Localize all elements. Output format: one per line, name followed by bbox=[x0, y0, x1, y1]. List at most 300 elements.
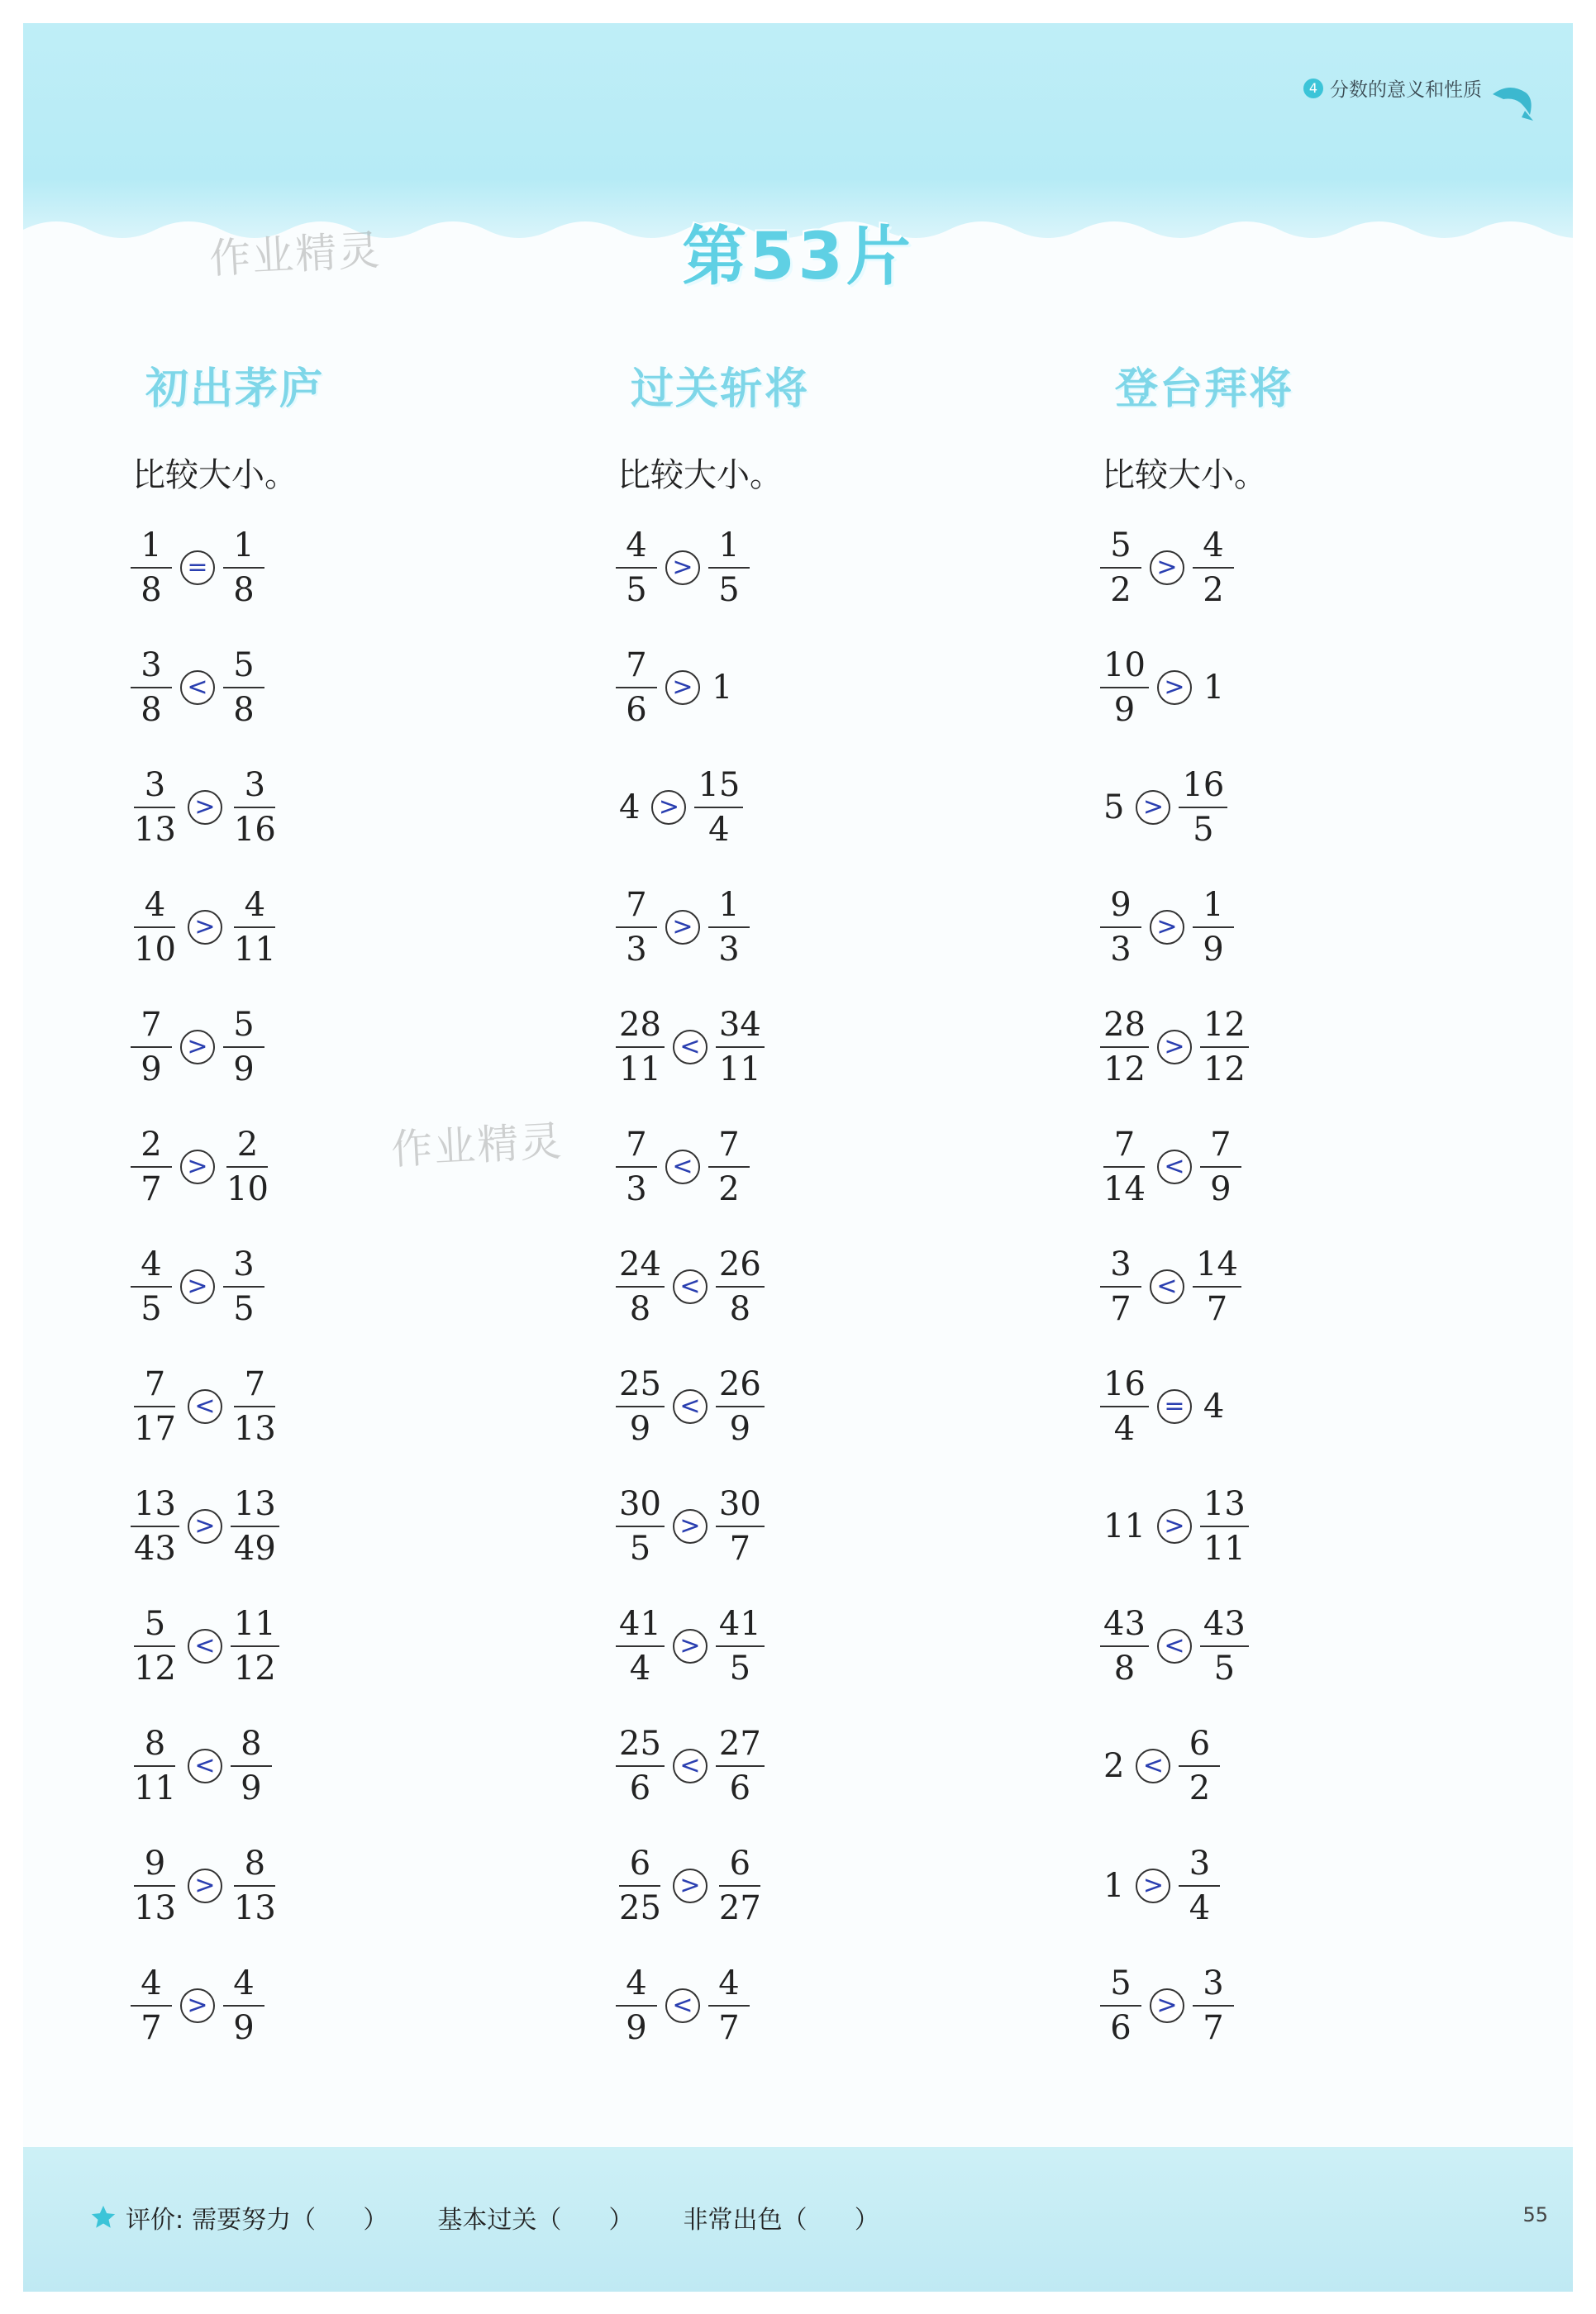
comparison-symbol: < bbox=[194, 1391, 216, 1421]
comparison-item bbox=[131, 507, 593, 627]
comparison-item bbox=[131, 1346, 593, 1466]
comparison-item bbox=[131, 1826, 593, 1945]
denominator: 6 bbox=[629, 1769, 651, 1807]
numerator: 5 bbox=[223, 649, 264, 688]
instruction-text: 比较大小。 bbox=[132, 456, 298, 494]
denominator: 16 bbox=[233, 810, 276, 849]
left-fraction bbox=[131, 1245, 172, 1328]
denominator: 12 bbox=[1203, 1050, 1246, 1088]
comparison-item bbox=[616, 1706, 1079, 1826]
page-title: 第53片 bbox=[682, 220, 914, 294]
right-fraction bbox=[1200, 1484, 1249, 1568]
denominator: 13 bbox=[134, 1888, 176, 1927]
comparison-symbol: > bbox=[1156, 1990, 1178, 2020]
comparison-item bbox=[1100, 1945, 1563, 2065]
denominator: 9 bbox=[629, 1409, 651, 1448]
comparison-item bbox=[131, 867, 593, 987]
numerator: 43 bbox=[1200, 1607, 1249, 1647]
comparison-item bbox=[616, 1466, 1079, 1586]
denominator: 12 bbox=[134, 1649, 176, 1688]
instruction-text: 比较大小。 bbox=[617, 456, 783, 494]
comparison-item bbox=[616, 867, 1079, 987]
comparison-item bbox=[1100, 1826, 1563, 1945]
answer-circle[interactable] bbox=[673, 1869, 707, 1903]
evaluation-option-excellent[interactable]: 非常出色（ ） bbox=[683, 2206, 879, 2235]
answer-circle[interactable] bbox=[180, 670, 215, 705]
answer-circle[interactable] bbox=[651, 790, 686, 825]
answer-circle[interactable] bbox=[1136, 1869, 1170, 1903]
numerator: 41 bbox=[716, 1607, 765, 1647]
answer-circle[interactable] bbox=[188, 1389, 222, 1424]
denominator: 43 bbox=[134, 1529, 176, 1568]
left-fraction bbox=[131, 1125, 172, 1208]
answer-circle[interactable] bbox=[1150, 910, 1184, 945]
right-fraction bbox=[716, 1604, 765, 1688]
numerator: 4 bbox=[134, 888, 175, 928]
comparison-symbol: > bbox=[187, 1151, 208, 1181]
right-fraction bbox=[716, 1844, 765, 1927]
left-fraction bbox=[131, 1364, 179, 1448]
column-beginner bbox=[131, 354, 593, 2065]
denominator: 11 bbox=[718, 1050, 761, 1088]
right-fraction bbox=[1200, 1125, 1241, 1208]
answer-circle[interactable] bbox=[665, 1988, 700, 2023]
denominator: 9 bbox=[1203, 930, 1224, 969]
comparison-symbol: > bbox=[1156, 912, 1178, 941]
numerator: 1 bbox=[708, 529, 750, 569]
right-fraction bbox=[716, 1245, 765, 1328]
comparison-symbol: < bbox=[672, 1151, 693, 1181]
comparison-symbol: > bbox=[679, 1870, 701, 1900]
answer-circle[interactable] bbox=[188, 1509, 222, 1544]
numerator: 30 bbox=[716, 1488, 765, 1527]
answer-circle[interactable] bbox=[673, 1030, 707, 1064]
evaluation-label: 评价: bbox=[126, 2206, 184, 2235]
numerator: 25 bbox=[616, 1727, 665, 1767]
comparison-item bbox=[616, 627, 1079, 747]
numerator: 12 bbox=[1200, 1008, 1249, 1048]
answer-circle[interactable] bbox=[1150, 550, 1184, 585]
chapter-label bbox=[1303, 74, 1482, 102]
comparison-item bbox=[1100, 747, 1563, 867]
numerator: 28 bbox=[1100, 1008, 1149, 1048]
numerator: 13 bbox=[1200, 1488, 1249, 1527]
comparison-symbol: = bbox=[1164, 1391, 1185, 1421]
numerator: 4 bbox=[131, 1967, 172, 2007]
comparison-symbol: > bbox=[194, 1870, 216, 1900]
exercise-list bbox=[616, 507, 1079, 2065]
numerator: 5 bbox=[1100, 529, 1141, 569]
numerator: 11 bbox=[231, 1607, 279, 1647]
comparison-symbol: > bbox=[187, 1990, 208, 2020]
denominator: 5 bbox=[729, 1649, 751, 1688]
comparison-symbol: < bbox=[187, 672, 208, 702]
numerator: 14 bbox=[1193, 1248, 1241, 1288]
numerator: 2 bbox=[226, 1128, 268, 1168]
denominator: 27 bbox=[718, 1888, 761, 1927]
column-intermediate bbox=[616, 354, 1079, 2065]
column-advanced bbox=[1100, 354, 1563, 2065]
right-fraction bbox=[716, 1724, 765, 1807]
numerator: 16 bbox=[1100, 1368, 1149, 1407]
comparison-item bbox=[131, 627, 593, 747]
answer-circle[interactable] bbox=[180, 1988, 215, 2023]
left-fraction bbox=[131, 526, 172, 609]
numerator: 26 bbox=[716, 1368, 765, 1407]
denominator: 4 bbox=[1189, 1888, 1211, 1927]
numerator: 4 bbox=[1193, 529, 1234, 569]
chapter-title: 分数的意义和性质 bbox=[1330, 79, 1482, 101]
right-fraction bbox=[708, 1964, 750, 2047]
right-fraction bbox=[231, 1844, 279, 1927]
comparison-symbol: > bbox=[679, 1511, 701, 1540]
right-fraction bbox=[223, 645, 264, 729]
denominator: 5 bbox=[626, 570, 647, 609]
left-fraction bbox=[1100, 1005, 1149, 1088]
comparison-item bbox=[1100, 1226, 1563, 1346]
denominator: 3 bbox=[1110, 930, 1131, 969]
answer-circle[interactable] bbox=[1150, 1988, 1184, 2023]
comparison-symbol: > bbox=[1142, 1870, 1165, 1900]
comparison-item bbox=[616, 987, 1079, 1107]
denominator: 9 bbox=[729, 1409, 751, 1448]
answer-circle[interactable] bbox=[1157, 1030, 1192, 1064]
numerator: 7 bbox=[616, 1128, 657, 1168]
comparison-item bbox=[1100, 627, 1563, 747]
numerator: 5 bbox=[134, 1607, 175, 1647]
page-number: 55 bbox=[1522, 2203, 1548, 2226]
denominator: 2 bbox=[718, 1169, 740, 1208]
comparison-item bbox=[1100, 507, 1563, 627]
comparison-symbol: < bbox=[672, 1990, 693, 2020]
numerator: 1 bbox=[223, 529, 264, 569]
answer-circle[interactable] bbox=[180, 550, 215, 585]
star-icon bbox=[89, 2203, 117, 2231]
left-fraction bbox=[1100, 1245, 1141, 1328]
comparison-symbol: > bbox=[1164, 1031, 1185, 1061]
comparison-symbol: < bbox=[679, 1750, 701, 1780]
answer-circle[interactable] bbox=[1150, 1269, 1184, 1304]
left-fraction bbox=[616, 1844, 665, 1927]
answer-circle[interactable] bbox=[673, 1749, 707, 1783]
answer-circle[interactable] bbox=[1136, 790, 1170, 825]
denominator: 49 bbox=[233, 1529, 276, 1568]
denominator: 7 bbox=[1203, 2008, 1224, 2047]
denominator: 4 bbox=[629, 1649, 651, 1688]
right-fraction bbox=[223, 526, 264, 609]
comparison-symbol: > bbox=[187, 1031, 208, 1061]
numerator: 6 bbox=[1179, 1727, 1220, 1767]
comparison-symbol: > bbox=[194, 1511, 216, 1540]
answer-circle[interactable] bbox=[1157, 670, 1192, 705]
denominator: 14 bbox=[1103, 1169, 1146, 1208]
denominator: 9 bbox=[1113, 690, 1136, 729]
comparison-symbol: < bbox=[1142, 1750, 1165, 1780]
denominator: 2 bbox=[1110, 570, 1131, 609]
left-fraction bbox=[1100, 526, 1141, 609]
denominator: 9 bbox=[141, 1050, 162, 1088]
right-fraction bbox=[716, 1364, 765, 1448]
numerator: 4 bbox=[131, 1248, 172, 1288]
denominator: 2 bbox=[1189, 1769, 1211, 1807]
right-fraction bbox=[708, 526, 750, 609]
denominator: 17 bbox=[134, 1409, 176, 1448]
right-fraction bbox=[1193, 1964, 1234, 2047]
comparison-symbol: < bbox=[679, 1271, 701, 1301]
denominator: 5 bbox=[629, 1529, 651, 1568]
answer-circle[interactable] bbox=[188, 790, 222, 825]
evaluation-row bbox=[89, 2199, 879, 2235]
left-fraction bbox=[616, 1364, 665, 1448]
right-fraction bbox=[1179, 1724, 1220, 1807]
left-fraction bbox=[616, 1125, 657, 1208]
right-fraction bbox=[1200, 1005, 1249, 1088]
answer-circle[interactable] bbox=[673, 1389, 707, 1424]
right-fraction bbox=[223, 1005, 264, 1088]
comparison-item bbox=[616, 747, 1079, 867]
numerator: 8 bbox=[234, 1847, 275, 1887]
denominator: 7 bbox=[729, 1529, 751, 1568]
denominator: 6 bbox=[729, 1769, 751, 1807]
comparison-item bbox=[1100, 1466, 1563, 1586]
numerator: 3 bbox=[234, 769, 275, 808]
answer-circle[interactable] bbox=[673, 1509, 707, 1544]
answer-circle[interactable] bbox=[673, 1629, 707, 1664]
numerator: 7 bbox=[616, 888, 657, 928]
evaluation-option-needs-effort[interactable]: 需要努力（ ） bbox=[192, 2206, 388, 2235]
answer-circle[interactable] bbox=[665, 910, 700, 945]
comparison-item bbox=[131, 1706, 593, 1826]
comparison-symbol: < bbox=[679, 1031, 701, 1061]
numerator: 4 bbox=[223, 1967, 264, 2007]
comparison-item bbox=[616, 507, 1079, 627]
denominator: 8 bbox=[233, 690, 255, 729]
numerator: 43 bbox=[1100, 1607, 1149, 1647]
answer-circle[interactable] bbox=[1157, 1389, 1192, 1424]
comparison-item bbox=[131, 747, 593, 867]
right-fraction bbox=[231, 885, 279, 969]
left-fraction bbox=[616, 885, 657, 969]
left-fraction bbox=[1100, 1964, 1141, 2047]
left-fraction bbox=[1100, 1604, 1149, 1688]
comparison-symbol: > bbox=[187, 1271, 208, 1301]
answer-circle[interactable] bbox=[1157, 1629, 1192, 1664]
denominator: 7 bbox=[1110, 1289, 1131, 1328]
comparison-item bbox=[131, 1226, 593, 1346]
denominator: 6 bbox=[1110, 2008, 1131, 2047]
right-fraction bbox=[223, 1125, 272, 1208]
comparison-symbol: > bbox=[194, 792, 216, 821]
left-whole-number: 1 bbox=[1103, 1866, 1125, 1905]
left-fraction bbox=[1100, 1364, 1149, 1448]
numerator: 3 bbox=[131, 649, 172, 688]
left-fraction bbox=[131, 1484, 179, 1568]
left-whole-number: 11 bbox=[1103, 1507, 1146, 1545]
answer-circle[interactable] bbox=[188, 1869, 222, 1903]
comparison-item bbox=[131, 1945, 593, 2065]
numerator: 13 bbox=[131, 1488, 179, 1527]
numerator: 5 bbox=[1100, 1967, 1141, 2007]
right-whole-number: 1 bbox=[712, 668, 733, 707]
comparison-item bbox=[616, 1945, 1079, 2065]
numerator: 15 bbox=[694, 769, 743, 808]
comparison-item bbox=[616, 1826, 1079, 1945]
numerator: 6 bbox=[719, 1847, 760, 1887]
numerator: 1 bbox=[131, 529, 172, 569]
dolphin-icon bbox=[1489, 78, 1538, 127]
left-fraction bbox=[131, 1724, 179, 1807]
comparison-item bbox=[131, 1107, 593, 1226]
denominator: 11 bbox=[1203, 1529, 1246, 1568]
numerator: 7 bbox=[1200, 1128, 1241, 1168]
comparison-symbol: > bbox=[1142, 792, 1165, 821]
numerator: 7 bbox=[616, 649, 657, 688]
numerator: 3 bbox=[1100, 1248, 1141, 1288]
right-fraction bbox=[1193, 885, 1234, 969]
right-fraction bbox=[708, 1125, 750, 1208]
denominator: 8 bbox=[141, 690, 162, 729]
left-fraction bbox=[616, 1484, 665, 1568]
denominator: 6 bbox=[626, 690, 647, 729]
left-fraction bbox=[131, 1964, 172, 2047]
comparison-symbol: > bbox=[672, 912, 693, 941]
left-fraction bbox=[1100, 1125, 1149, 1208]
numerator: 1 bbox=[708, 888, 750, 928]
denominator: 8 bbox=[729, 1289, 751, 1328]
chapter-number-badge: 4 bbox=[1303, 79, 1323, 98]
comparison-symbol: > bbox=[672, 552, 693, 582]
comparison-symbol: > bbox=[679, 1631, 701, 1660]
answer-circle[interactable] bbox=[180, 1150, 215, 1184]
column-heading: 过关斩将 bbox=[631, 364, 810, 414]
denominator: 7 bbox=[141, 1169, 162, 1208]
right-whole-number: 1 bbox=[1203, 668, 1225, 707]
left-whole-number: 5 bbox=[1103, 788, 1125, 826]
column-heading: 初出茅庐 bbox=[145, 364, 325, 414]
left-fraction bbox=[131, 885, 179, 969]
left-fraction bbox=[616, 1724, 665, 1807]
comparison-item bbox=[616, 1107, 1079, 1226]
numerator: 4 bbox=[234, 888, 275, 928]
answer-circle[interactable] bbox=[665, 550, 700, 585]
numerator: 28 bbox=[616, 1008, 665, 1048]
worksheet-page bbox=[23, 23, 1573, 2292]
denominator: 13 bbox=[134, 810, 176, 849]
answer-circle[interactable] bbox=[1157, 1150, 1192, 1184]
right-fraction bbox=[231, 1484, 279, 1568]
left-fraction bbox=[131, 1005, 172, 1088]
numerator: 9 bbox=[1100, 888, 1141, 928]
right-fraction bbox=[1200, 1604, 1249, 1688]
comparison-symbol: = bbox=[187, 552, 208, 582]
denominator: 5 bbox=[233, 1289, 255, 1328]
evaluation-option-pass[interactable]: 基本过关（ ） bbox=[437, 2206, 634, 2235]
numerator: 7 bbox=[1103, 1128, 1145, 1168]
numerator: 4 bbox=[616, 529, 657, 569]
numerator: 27 bbox=[716, 1727, 765, 1767]
denominator: 11 bbox=[619, 1050, 661, 1088]
numerator: 4 bbox=[708, 1967, 750, 2007]
comparison-symbol: < bbox=[194, 1631, 216, 1660]
numerator: 3 bbox=[1193, 1967, 1234, 2007]
answer-circle[interactable] bbox=[665, 670, 700, 705]
answer-circle[interactable] bbox=[1157, 1509, 1192, 1544]
denominator: 3 bbox=[718, 930, 740, 969]
comparison-symbol: > bbox=[658, 792, 680, 821]
left-whole-number: 2 bbox=[1103, 1746, 1125, 1785]
numerator: 2 bbox=[131, 1128, 172, 1168]
answer-circle[interactable] bbox=[180, 1269, 215, 1304]
left-fraction bbox=[616, 1245, 665, 1328]
answer-circle[interactable] bbox=[180, 1030, 215, 1064]
left-fraction bbox=[131, 1844, 179, 1927]
answer-circle[interactable] bbox=[188, 1749, 222, 1783]
denominator: 8 bbox=[233, 570, 255, 609]
comparison-item bbox=[616, 1346, 1079, 1466]
numerator: 3 bbox=[223, 1248, 264, 1288]
denominator: 7 bbox=[718, 2008, 740, 2047]
left-fraction bbox=[616, 1005, 665, 1088]
comparison-symbol: > bbox=[194, 912, 216, 941]
right-fraction bbox=[1193, 526, 1234, 609]
comparison-symbol: > bbox=[672, 672, 693, 702]
left-fraction bbox=[616, 1604, 665, 1688]
left-fraction bbox=[131, 645, 172, 729]
numerator: 8 bbox=[134, 1727, 175, 1767]
denominator: 10 bbox=[134, 930, 176, 969]
numerator: 8 bbox=[231, 1727, 272, 1767]
comparison-item bbox=[1100, 1586, 1563, 1706]
answer-circle[interactable] bbox=[673, 1269, 707, 1304]
numerator: 5 bbox=[223, 1008, 264, 1048]
answer-circle[interactable] bbox=[665, 1150, 700, 1184]
right-fraction bbox=[1179, 765, 1227, 849]
comparison-item bbox=[131, 987, 593, 1107]
answer-circle[interactable] bbox=[1136, 1749, 1170, 1783]
right-fraction bbox=[231, 1364, 279, 1448]
denominator: 7 bbox=[1206, 1289, 1228, 1328]
comparison-symbol: > bbox=[1164, 1511, 1185, 1540]
left-fraction bbox=[1100, 645, 1149, 729]
numerator: 34 bbox=[716, 1008, 765, 1048]
left-fraction bbox=[616, 526, 657, 609]
denominator: 25 bbox=[619, 1888, 661, 1927]
exercise-list bbox=[1100, 507, 1563, 2065]
right-fraction bbox=[1179, 1844, 1220, 1927]
answer-circle[interactable] bbox=[188, 910, 222, 945]
answer-circle[interactable] bbox=[188, 1629, 222, 1664]
denominator: 9 bbox=[233, 1050, 255, 1088]
numerator: 3 bbox=[1179, 1847, 1220, 1887]
right-fraction bbox=[223, 1964, 264, 2047]
denominator: 12 bbox=[233, 1649, 276, 1688]
denominator: 9 bbox=[1210, 1169, 1232, 1208]
watermark: 作业精灵 bbox=[207, 226, 383, 283]
comparison-symbol: > bbox=[1156, 552, 1178, 582]
column-heading: 登台拜将 bbox=[1115, 364, 1294, 414]
denominator: 8 bbox=[141, 570, 162, 609]
exercise-list bbox=[131, 507, 593, 2065]
comparison-item bbox=[131, 1586, 593, 1706]
comparison-item bbox=[1100, 1706, 1563, 1826]
denominator: 4 bbox=[1113, 1409, 1136, 1448]
left-fraction bbox=[616, 1964, 657, 2047]
right-fraction bbox=[1193, 1245, 1241, 1328]
right-whole-number: 4 bbox=[1203, 1387, 1225, 1426]
denominator: 3 bbox=[626, 1169, 647, 1208]
comparison-symbol: < bbox=[1164, 1151, 1185, 1181]
left-fraction bbox=[616, 645, 657, 729]
